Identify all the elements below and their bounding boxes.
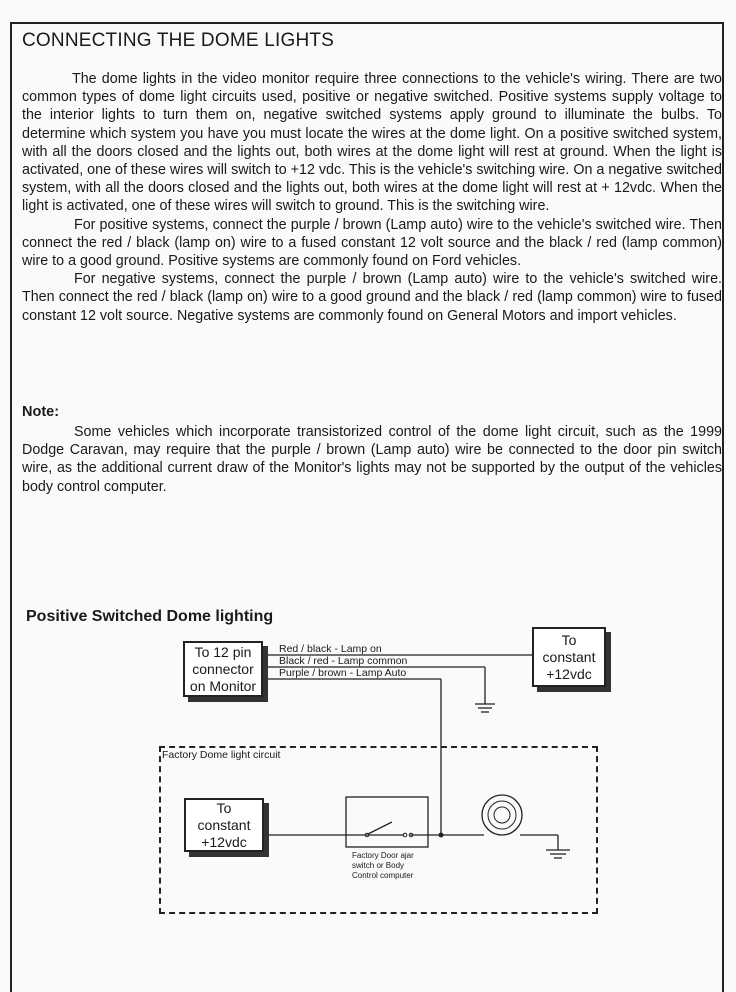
paragraph-intro: The dome lights in the video monitor require three connections to the vehicle's wiring. There are two common types of dome light circuits used, positive or negative switched. Positive systems supply voltage to the interior lights to turn them on, negative switched systems apply ground to illuminate the bulbs. To determine which system you have you must locate the wires at the dome light. On a positive switched system, with all the doors closed and the lights out, both wires at the dome light will rest at ground. When the light is activated, one of these wires will switch to +12 vdc. This is the vehicle's switching wire. On a negative switched system, with all the doors closed and the lights out, both wires at the dome light will rest at + 12vdc. When the light is activated, one of these wires will switch to ground. This is the switching wire. [22,71,722,215]
page-title: CONNECTING THE DOME LIGHTS [22,30,335,51]
factory-circuit-label: Factory Dome light circuit [162,749,281,761]
constant-12v-box-factory: To constant +12vdc [184,798,264,852]
black-red-wire-label: Black / red - Lamp common [279,655,408,667]
paragraph-negative: For negative systems, connect the purple / brown (Lamp auto) wire to the vehicle's switched wire. Then connect the red / black (lamp on) wire to a good ground and the black / red (lamp common) wire to fused constant 12 volt source. Negative systems are commonly found on General Motors and import vehicles. [22,271,722,324]
constant-12v-box-top: To constant +12vdc [532,627,606,687]
diagram-title: Positive Switched Dome lighting [26,608,274,625]
factory-circuit-box [159,746,598,914]
paragraph-positive: For positive systems, connect the purple / brown (Lamp auto) wire to the vehicle's switched wire. Then connect the red / black (lamp on) wire to a fused constant 12 volt source and the black / red (lamp common) wire to a good ground. Positive systems are commonly found on Ford vehicles. [22,216,722,270]
monitor-connector-box: To 12 pin connector on Monitor [183,641,263,697]
purple-brown-wire-label: Purple / brown - Lamp Auto [279,667,407,679]
ground-icon-top [475,704,495,712]
switch-label: Factory Door ajar switch or Body Control computer [352,851,414,880]
note-heading: Note: [22,404,60,420]
note-paragraph: Some vehicles which incorporate transistorized control of the dome light circuit, such as the 1999 Dodge Caravan, may require that the purple / brown (Lamp auto) wire be connected to the door pin switch wire, as the additional current draw of the Monitor's lights may not be supported by the output of the vehicles body control computer. [22,424,722,495]
red-black-wire-label: Red / black - Lamp on [279,643,382,655]
